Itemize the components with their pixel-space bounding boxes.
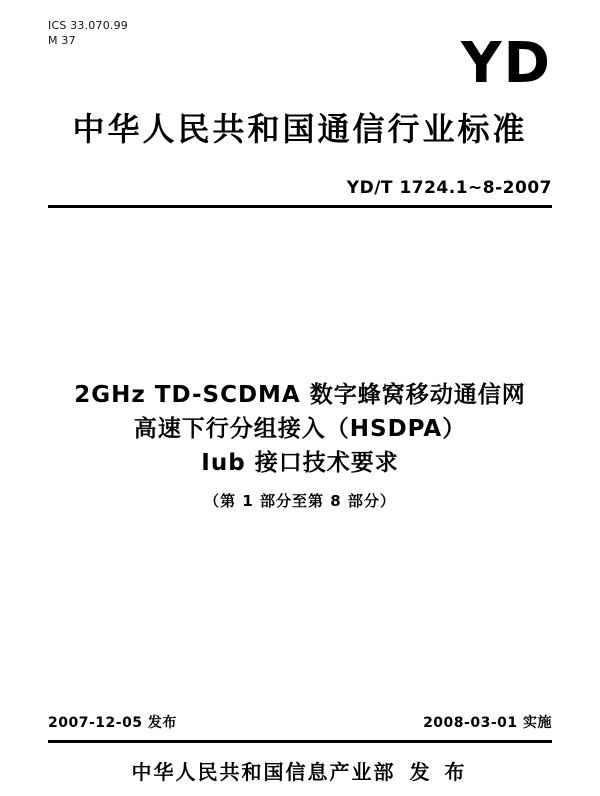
publisher-block xyxy=(0,756,600,785)
effective-date: 2008-03-01 实施 xyxy=(423,715,552,731)
ics-code: ICS 33.070.99 xyxy=(48,19,128,32)
document-subtitle: （第 1 部分至第 8 部分） xyxy=(204,492,396,510)
page-title: 中华人民共和国通信行业标准 xyxy=(72,110,528,148)
document-title-block xyxy=(0,378,600,511)
issue-date: 2007-12-05 发布 xyxy=(48,715,177,731)
document-title-line-1: 2GHz TD-SCDMA 数字蜂窝移动通信网 xyxy=(74,382,526,408)
document-title-line-3: Iub 接口技术要求 xyxy=(201,450,399,476)
publisher-suffix: 发 布 xyxy=(409,760,469,784)
date-row xyxy=(48,712,552,732)
footer-divider xyxy=(48,740,552,743)
standard-number: YD/T 1724.1~8-2007 xyxy=(346,178,552,198)
header-divider xyxy=(48,205,552,208)
classification-codes xyxy=(48,18,128,48)
document-title-line-2: 高速下行分组接入（HSDPA） xyxy=(133,416,467,442)
class-code: M 37 xyxy=(48,34,76,47)
publisher-name: 中华人民共和国信息产业部 xyxy=(131,760,396,784)
yd-logo: YD xyxy=(460,31,552,96)
